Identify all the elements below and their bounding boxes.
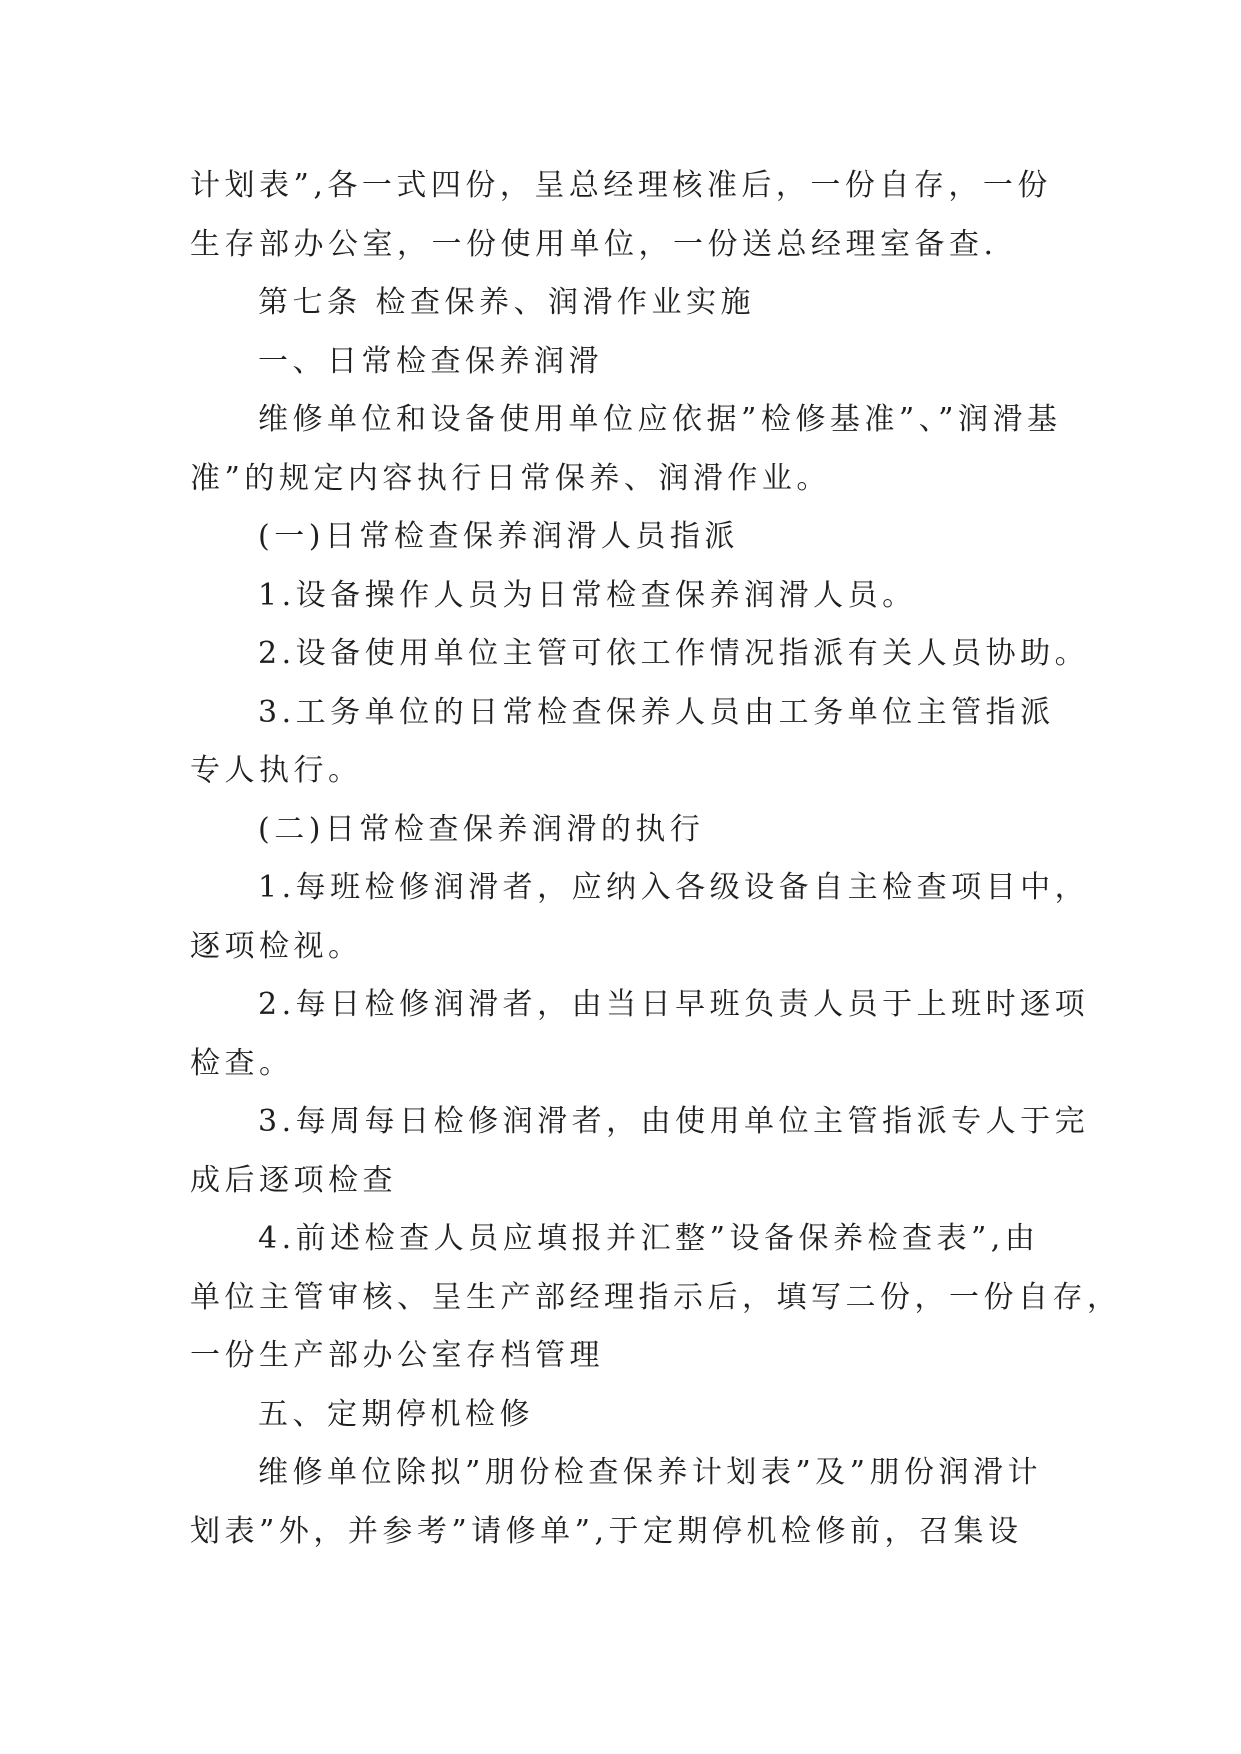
text-line: 成后逐项检查	[190, 1162, 397, 1198]
article-heading: 第七条 检查保养、润滑作业实施	[258, 285, 756, 320]
text-line: 单位主管审核、呈生产部经理指示后，填写二份，一份自存，	[190, 1279, 1122, 1315]
text-line: 一份生产部办公室存档管理	[190, 1338, 604, 1373]
list-item: 3.每周每日检修润滑者，由使用单位主管指派专人于完	[258, 1104, 1090, 1139]
section-heading: 一、日常检查保养润滑	[258, 343, 603, 379]
list-item: 3.工务单位的日常检查保养人员由工务单位主管指派	[258, 694, 1055, 730]
list-item: 2.每日检修润滑者，由当日早班负责人员于上班时逐项	[258, 987, 1090, 1022]
text-line: 检查。	[190, 1045, 294, 1081]
text-line: 划表”外，并参考”请修单”,于定期停机检修前，召集设	[190, 1513, 1023, 1549]
document-body	[190, 157, 1122, 1561]
text-line: 准”的规定内容执行日常保养、润滑作业。	[190, 460, 831, 496]
text-line: 维修单位除拟”朋份检查保养计划表”及”朋份润滑计	[258, 1455, 1043, 1490]
list-item: 1.每班检修润滑者，应纳入各级设备自主检查项目中，	[258, 870, 1090, 905]
subsection-heading: (二)日常检查保养润滑的执行	[258, 811, 705, 847]
text-line: 维修单位和设备使用单位应依据”检修基准”、”润滑基	[258, 402, 1062, 437]
list-item: 4.前述检查人员应填报并汇整”设备保养检查表”,由	[258, 1221, 1040, 1256]
text-line: 专人执行。	[190, 753, 363, 788]
text-line: 逐项检视。	[190, 928, 363, 964]
subsection-heading: (一)日常检查保养润滑人员指派	[258, 519, 739, 554]
section-heading: 五、定期停机检修	[258, 1396, 534, 1432]
text-line: 生存部办公室，一份使用单位，一份送总经理室备查.	[190, 226, 998, 262]
text-line: 计划表”,各一式四份，呈总经理核准后，一份自存，一份	[190, 168, 1052, 203]
list-item: 1.设备操作人员为日常检查保养润滑人员。	[258, 577, 917, 613]
list-item: 2.设备使用单位主管可依工作情况指派有关人员协助。	[258, 636, 1090, 671]
